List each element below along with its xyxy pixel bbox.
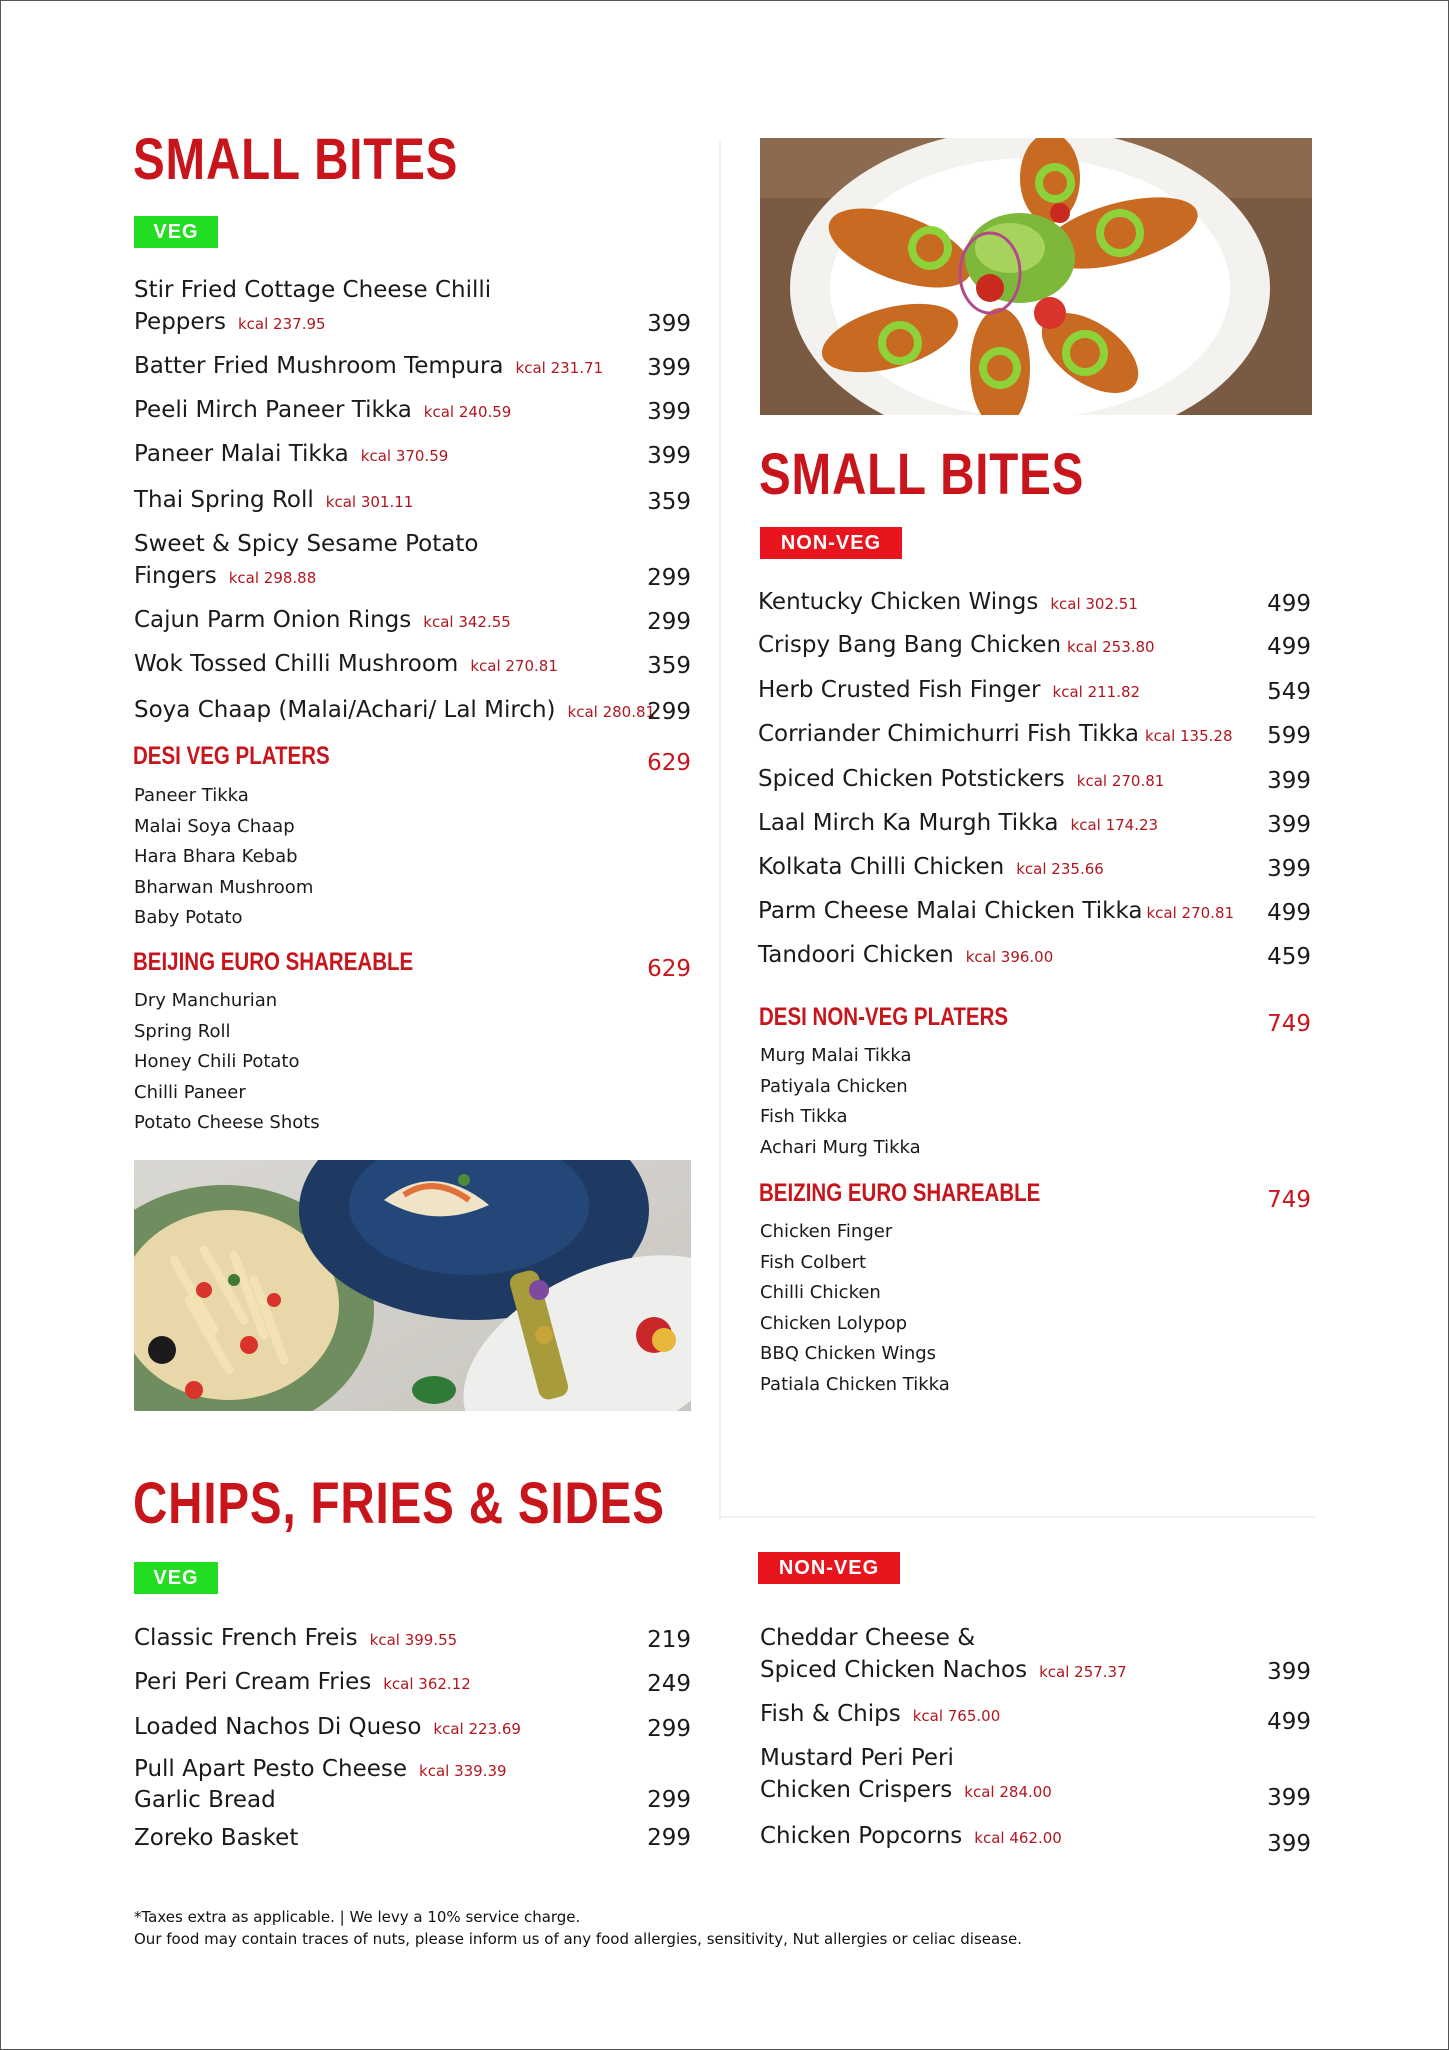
menu-item-name: Herb Crusted Fish Finger [758,677,1041,703]
menu-item-name: Spiced Chicken Potstickers [758,766,1065,792]
menu-item-kcal: kcal 174.23 [1070,816,1159,834]
menu-item-price: 359 [647,489,691,515]
menu-item-name: Tandoori Chicken [758,942,954,968]
menu-item-kcal: kcal 270.81 [1146,904,1235,922]
menu-item-price: 399 [1267,856,1311,882]
menu-item-price: 399 [647,443,691,469]
column-divider [719,140,721,1520]
menu-item [758,674,1311,708]
menu-item-kcal: kcal 235.66 [1016,860,1104,878]
menu-item-name: Thai Spring Roll [134,487,314,513]
menu-item-name: Pull Apart Pesto Cheese [134,1756,408,1782]
menu-item [758,586,1311,620]
menu-item-name: Chicken Popcorns [760,1823,963,1849]
allergy-note: Our food may contain traces of nuts, please inform us of any food allergies, sensitivity, Nut allergies or celiac disease. [134,1930,1023,1948]
platter-title: BEIZING EURO SHAREABLE [759,1179,1041,1207]
menu-item-name: Sweet & Spicy Sesame Potato [134,531,479,557]
menu-item-price: 399 [647,399,691,425]
menu-item-price: 549 [1267,679,1311,705]
menu-item-kcal: kcal 284.00 [964,1783,1052,1801]
menu-item-name-cont: Garlic Bread [134,1787,276,1813]
menu-item [760,1742,1311,1811]
menu-item-name: Stir Fried Cottage Cheese Chilli [134,277,492,303]
menu-item-price: 399 [647,311,691,337]
platter-title: DESI VEG PLATERS [133,742,330,770]
menu-item-name: Kolkata Chilli Chicken [758,854,1005,880]
platter-item: Fish Colbert [760,1251,867,1273]
menu-item [758,629,1311,663]
menu-item [134,1622,691,1656]
menu-item-price: 599 [1267,723,1311,749]
menu-item-name-cont: Chicken Crispers [760,1777,953,1803]
nonveg-badge: NON-VEG [758,1552,900,1584]
menu-item-price: 299 [647,609,691,635]
menu-item [134,394,691,428]
menu-item-price: 299 [647,1716,691,1742]
menu-item [134,528,691,594]
platter-items [134,986,320,1139]
small-bites-veg-heading: SMALL BITES [133,127,459,192]
menu-item-name: Paneer Malai Tikka [134,441,349,467]
menu-item-name: Crispy Bang Bang Chicken [758,632,1062,658]
menu-item-price: 399 [1267,1831,1311,1857]
platter-item: Achari Murg Tikka [760,1136,921,1158]
menu-item-kcal: kcal 765.00 [912,1707,1001,1725]
menu-item-name-cont: Fingers [134,563,217,589]
platter-title: BEIJING EURO SHAREABLE [133,948,414,976]
menu-item-price: 249 [647,1671,691,1697]
menu-item-price: 499 [1267,591,1311,617]
menu-item [134,648,691,682]
menu-item-kcal: kcal 223.69 [433,1720,521,1738]
platter-item: BBQ Chicken Wings [760,1343,937,1364]
platter-item: Spring Roll [134,1020,231,1042]
menu-item-price: 399 [1267,768,1311,794]
veg-badge: VEG [134,216,218,248]
menu-item-kcal: kcal 240.59 [423,403,512,421]
menu-item [134,438,691,472]
menu-item-price: 499 [1267,634,1311,660]
platter-title: DESI NON-VEG PLATERS [759,1003,1009,1031]
menu-item-name: Fish & Chips [760,1701,901,1727]
menu-item-price: 299 [647,1787,691,1813]
menu-item-price: 499 [1267,900,1311,926]
menu-item [134,694,691,728]
menu-item-price: 299 [647,1825,691,1851]
platter-item: Potato Cheese Shots [134,1112,320,1133]
menu-item [758,807,1311,841]
menu-item-price: 399 [1267,1785,1311,1811]
menu-item-name: Laal Mirch Ka Murgh Tikka [758,810,1059,836]
platter-price: 629 [647,750,691,776]
menu-item-name: Classic French Freis [134,1625,358,1651]
menu-item-kcal: kcal 339.39 [419,1762,507,1780]
platter-price: 749 [1267,1187,1311,1213]
platter-item: Hara Bhara Kebab [134,846,298,867]
platter-price: 749 [1267,1011,1311,1037]
menu-item-kcal: kcal 399.55 [369,1631,458,1649]
nonveg-badge: NON-VEG [760,527,902,559]
menu-item-kcal: kcal 396.00 [965,948,1054,966]
platter-item: Dry Manchurian [134,990,278,1011]
menu-item-kcal: kcal 370.59 [360,447,449,465]
veg-badge: VEG [134,1562,218,1594]
menu-item-kcal: kcal 298.88 [228,569,317,587]
menu-item-name: Wok Tossed Chilli Mushroom [134,651,459,677]
platter-item: Chicken Finger [760,1221,893,1242]
platter-item: Patiala Chicken Tikka [760,1373,950,1395]
menu-item-name: Cajun Parm Onion Rings [134,607,412,633]
food-photo-pasta [134,1160,691,1411]
menu-item-price: 219 [647,1627,691,1653]
menu-item-kcal: kcal 270.81 [1076,772,1165,790]
menu-item-price: 299 [647,565,691,591]
platter-items [760,1041,921,1163]
platter-item: Chicken Lolypop [760,1312,908,1334]
small-bites-nonveg-heading: SMALL BITES [759,442,1085,507]
menu-item [134,1666,691,1700]
menu-item [758,939,1311,973]
menu-item-name-cont: Spiced Chicken Nachos [760,1657,1028,1683]
menu-item [760,1622,1311,1688]
menu-item-name: Mustard Peri Peri [760,1745,954,1771]
platter-item: Murg Malai Tikka [760,1045,912,1066]
menu-item-kcal: kcal 362.12 [383,1675,471,1693]
platter-item: Fish Tikka [760,1106,848,1127]
menu-item [134,1822,691,1854]
menu-item [134,484,691,518]
menu-item-kcal: kcal 231.71 [515,359,604,377]
menu-item-price: 499 [1267,1709,1311,1735]
menu-item-price: 459 [1267,944,1311,970]
menu-item [134,604,691,638]
platter-item: Honey Chili Potato [134,1051,300,1072]
menu-item-name: Peri Peri Cream Fries [134,1669,372,1695]
menu-item-name: Cheddar Cheese & [760,1625,976,1651]
menu-item-kcal: kcal 280.81 [567,703,656,721]
platter-item: Patiyala Chicken [760,1075,908,1097]
menu-item [758,718,1311,752]
menu-item-kcal: kcal 301.11 [325,493,414,511]
menu-item [134,1711,691,1745]
menu-item-name: Soya Chaap (Malai/Achari/ Lal Mirch) [134,697,556,723]
platter-item: Baby Potato [134,907,243,928]
food-photo-starters [760,138,1312,415]
menu-footer [134,1906,1022,1950]
platter-items [760,1217,950,1400]
menu-item-price: 359 [647,653,691,679]
platter-item: Malai Soya Chaap [134,815,295,837]
menu-item [134,274,691,340]
menu-item [758,895,1311,929]
menu-item-kcal: kcal 135.28 [1144,727,1233,745]
menu-item-name: Kentucky Chicken Wings [758,589,1039,615]
menu-item-kcal: kcal 462.00 [974,1829,1062,1847]
menu-item [760,1820,1311,1857]
menu-item-kcal: kcal 270.81 [470,657,558,675]
tax-note: *Taxes extra as applicable. | We levy a 10% service charge. [134,1908,581,1926]
menu-item-name: Loaded Nachos Di Queso [134,1714,422,1740]
platter-item: Bharwan Mushroom [134,876,314,898]
menu-item-price: 299 [647,699,691,725]
menu-item-name: Corriander Chimichurri Fish Tikka [758,721,1139,747]
menu-item-price: 399 [1267,1659,1311,1685]
menu-item-kcal: kcal 257.37 [1039,1663,1127,1681]
menu-item [758,763,1311,797]
menu-item-kcal: kcal 237.95 [238,315,326,333]
menu-item-price: 399 [1267,812,1311,838]
menu-item-kcal: kcal 342.55 [423,613,511,631]
menu-item [134,350,691,384]
menu-item-name: Batter Fried Mushroom Tempura [134,353,504,379]
chips-fries-sides-heading: CHIPS, FRIES & SIDES [133,1471,665,1536]
menu-item [134,1755,691,1815]
menu-item-name-cont: Peppers [134,309,226,335]
menu-item-name: Zoreko Basket [134,1825,299,1851]
menu-item-kcal: kcal 253.80 [1067,638,1155,656]
section-divider [720,1516,1316,1518]
menu-item [760,1698,1311,1735]
menu-item-name: Parm Cheese Malai Chicken Tikka [758,898,1143,924]
platter-price: 629 [647,956,691,982]
menu-item [758,851,1311,885]
platter-item: Chilli Paneer [134,1081,246,1103]
platter-item: Chilli Chicken [760,1282,881,1303]
menu-item-price: 399 [647,355,691,381]
platter-item: Paneer Tikka [134,785,249,806]
menu-item-name: Peeli Mirch Paneer Tikka [134,397,412,423]
menu-item-kcal: kcal 211.82 [1052,683,1141,701]
menu-item-kcal: kcal 302.51 [1050,595,1138,613]
platter-items [134,781,313,934]
